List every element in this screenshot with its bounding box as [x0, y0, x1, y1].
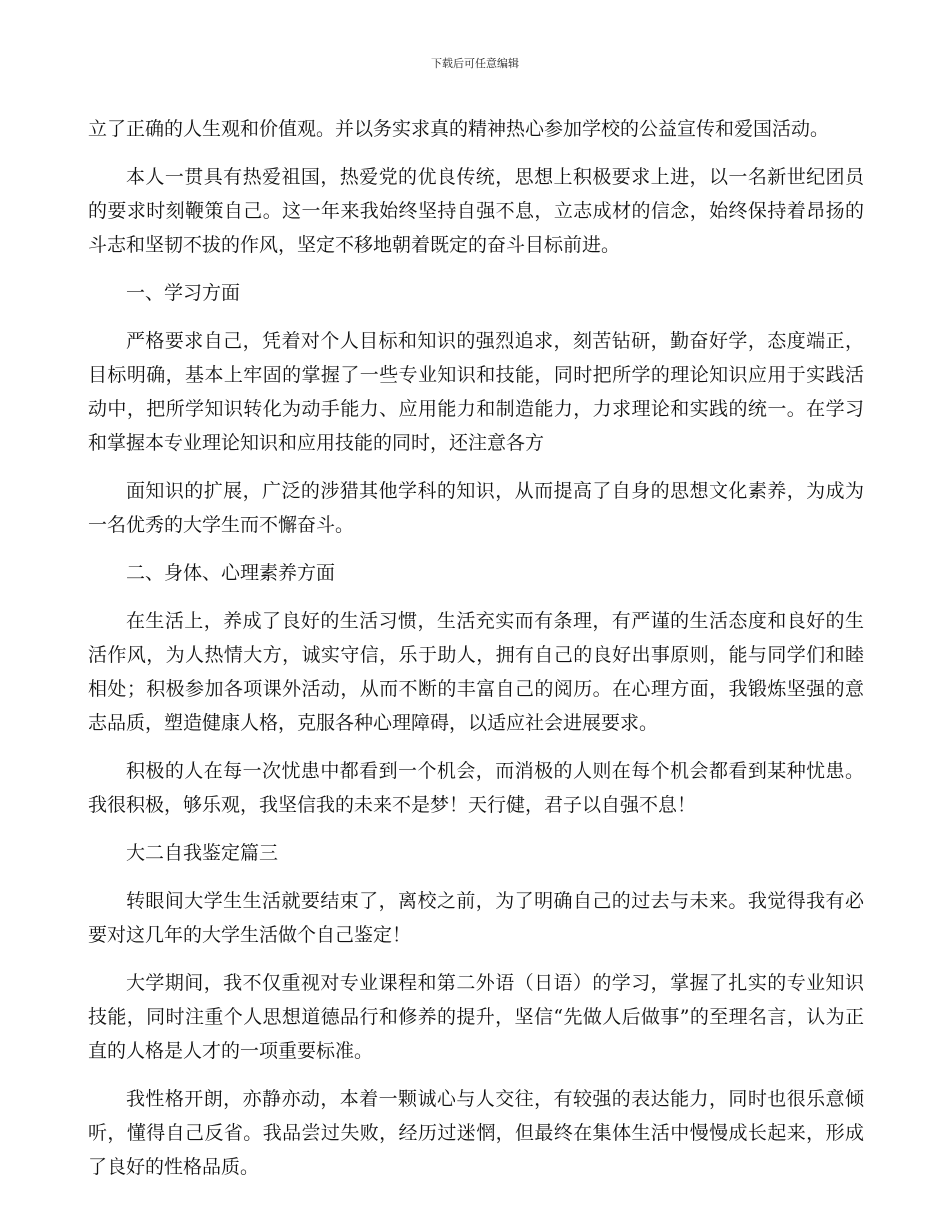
paragraph: 严格要求自己，凭着对个人目标和知识的强烈追求，刻苦钻研，勤奋好学，态度端正，目标明确，基本上牢固的掌握了一些专业知识和技能，同时把所学的理论知识应用于实践活动中，把所学知识转化为动手能力、应用能力和制造能力，力求理论和实践的统一。在学习和掌握本专业理论知识和应用技能的同时，还注意各方: [88, 330, 864, 454]
paragraph: 积极的人在每一次忧患中都看到一个机会，而消极的人则在每个机会都看到某种忧患。我很积极，够乐观，我坚信我的未来不是梦！天行健，君子以自强不息！: [88, 760, 864, 816]
section-heading: 二、身体、心理素养方面: [126, 562, 336, 584]
paragraph: 面知识的扩展，广泛的涉猎其他学科的知识，从而提高了自身的思想文化素养，为成为一名优秀的大学生而不懈奋斗。: [88, 480, 864, 536]
document-body: [88, 112, 864, 1198]
paragraph: 立了正确的人生观和价值观。并以务实求真的精神热心参加学校的公益宣传和爱国活动。: [88, 118, 830, 140]
paragraph: 大学期间，我不仅重视对专业课程和第二外语（日语）的学习，掌握了扎实的专业知识技能，同时注重个人思想道德品行和修养的提升，坚信“先做人后做事”的至理名言，认为正直的人格是人才的一项重要标准。: [88, 972, 864, 1062]
paragraph: 在生活上，养成了良好的生活习惯，生活充实而有条理，有严谨的生活态度和良好的生活作风，为人热情大方，诚实守信，乐于助人，拥有自己的良好出事原则，能与同学们和睦相处；积极参加各项课外活动，从而不断的丰富自己的阅历。在心理方面，我锻炼坚强的意志品质，塑造健康人格，克服各种心理障碍，以适应社会进展要求。: [88, 610, 864, 734]
paragraph: 本人一贯具有热爱祖国，热爱党的优良传统，思想上积极要求上进，以一名新世纪团员的要求时刻鞭策自己。这一年来我始终坚持自强不息，立志成材的信念，始终保持着昂扬的斗志和坚韧不拔的作风，坚定不移地朝着既定的奋斗目标前进。: [88, 166, 864, 256]
paragraph: 转眼间大学生生活就要结束了，离校之前，为了明确自己的过去与未来。我觉得我有必要对这几年的大学生活做个自己鉴定！: [88, 890, 864, 946]
section-heading: 大二自我鉴定篇三: [126, 842, 279, 864]
page-header: 下载后可任意编辑: [431, 57, 519, 70]
paragraph: 我性格开朗，亦静亦动，本着一颗诚心与人交往，有较强的表达能力，同时也很乐意倾听，懂得自己反省。我品尝过失败，经历过迷惘，但最终在集体生活中慢慢成长起来，形成了良好的性格品质。: [88, 1088, 864, 1178]
section-heading: 一、学习方面: [126, 282, 241, 304]
